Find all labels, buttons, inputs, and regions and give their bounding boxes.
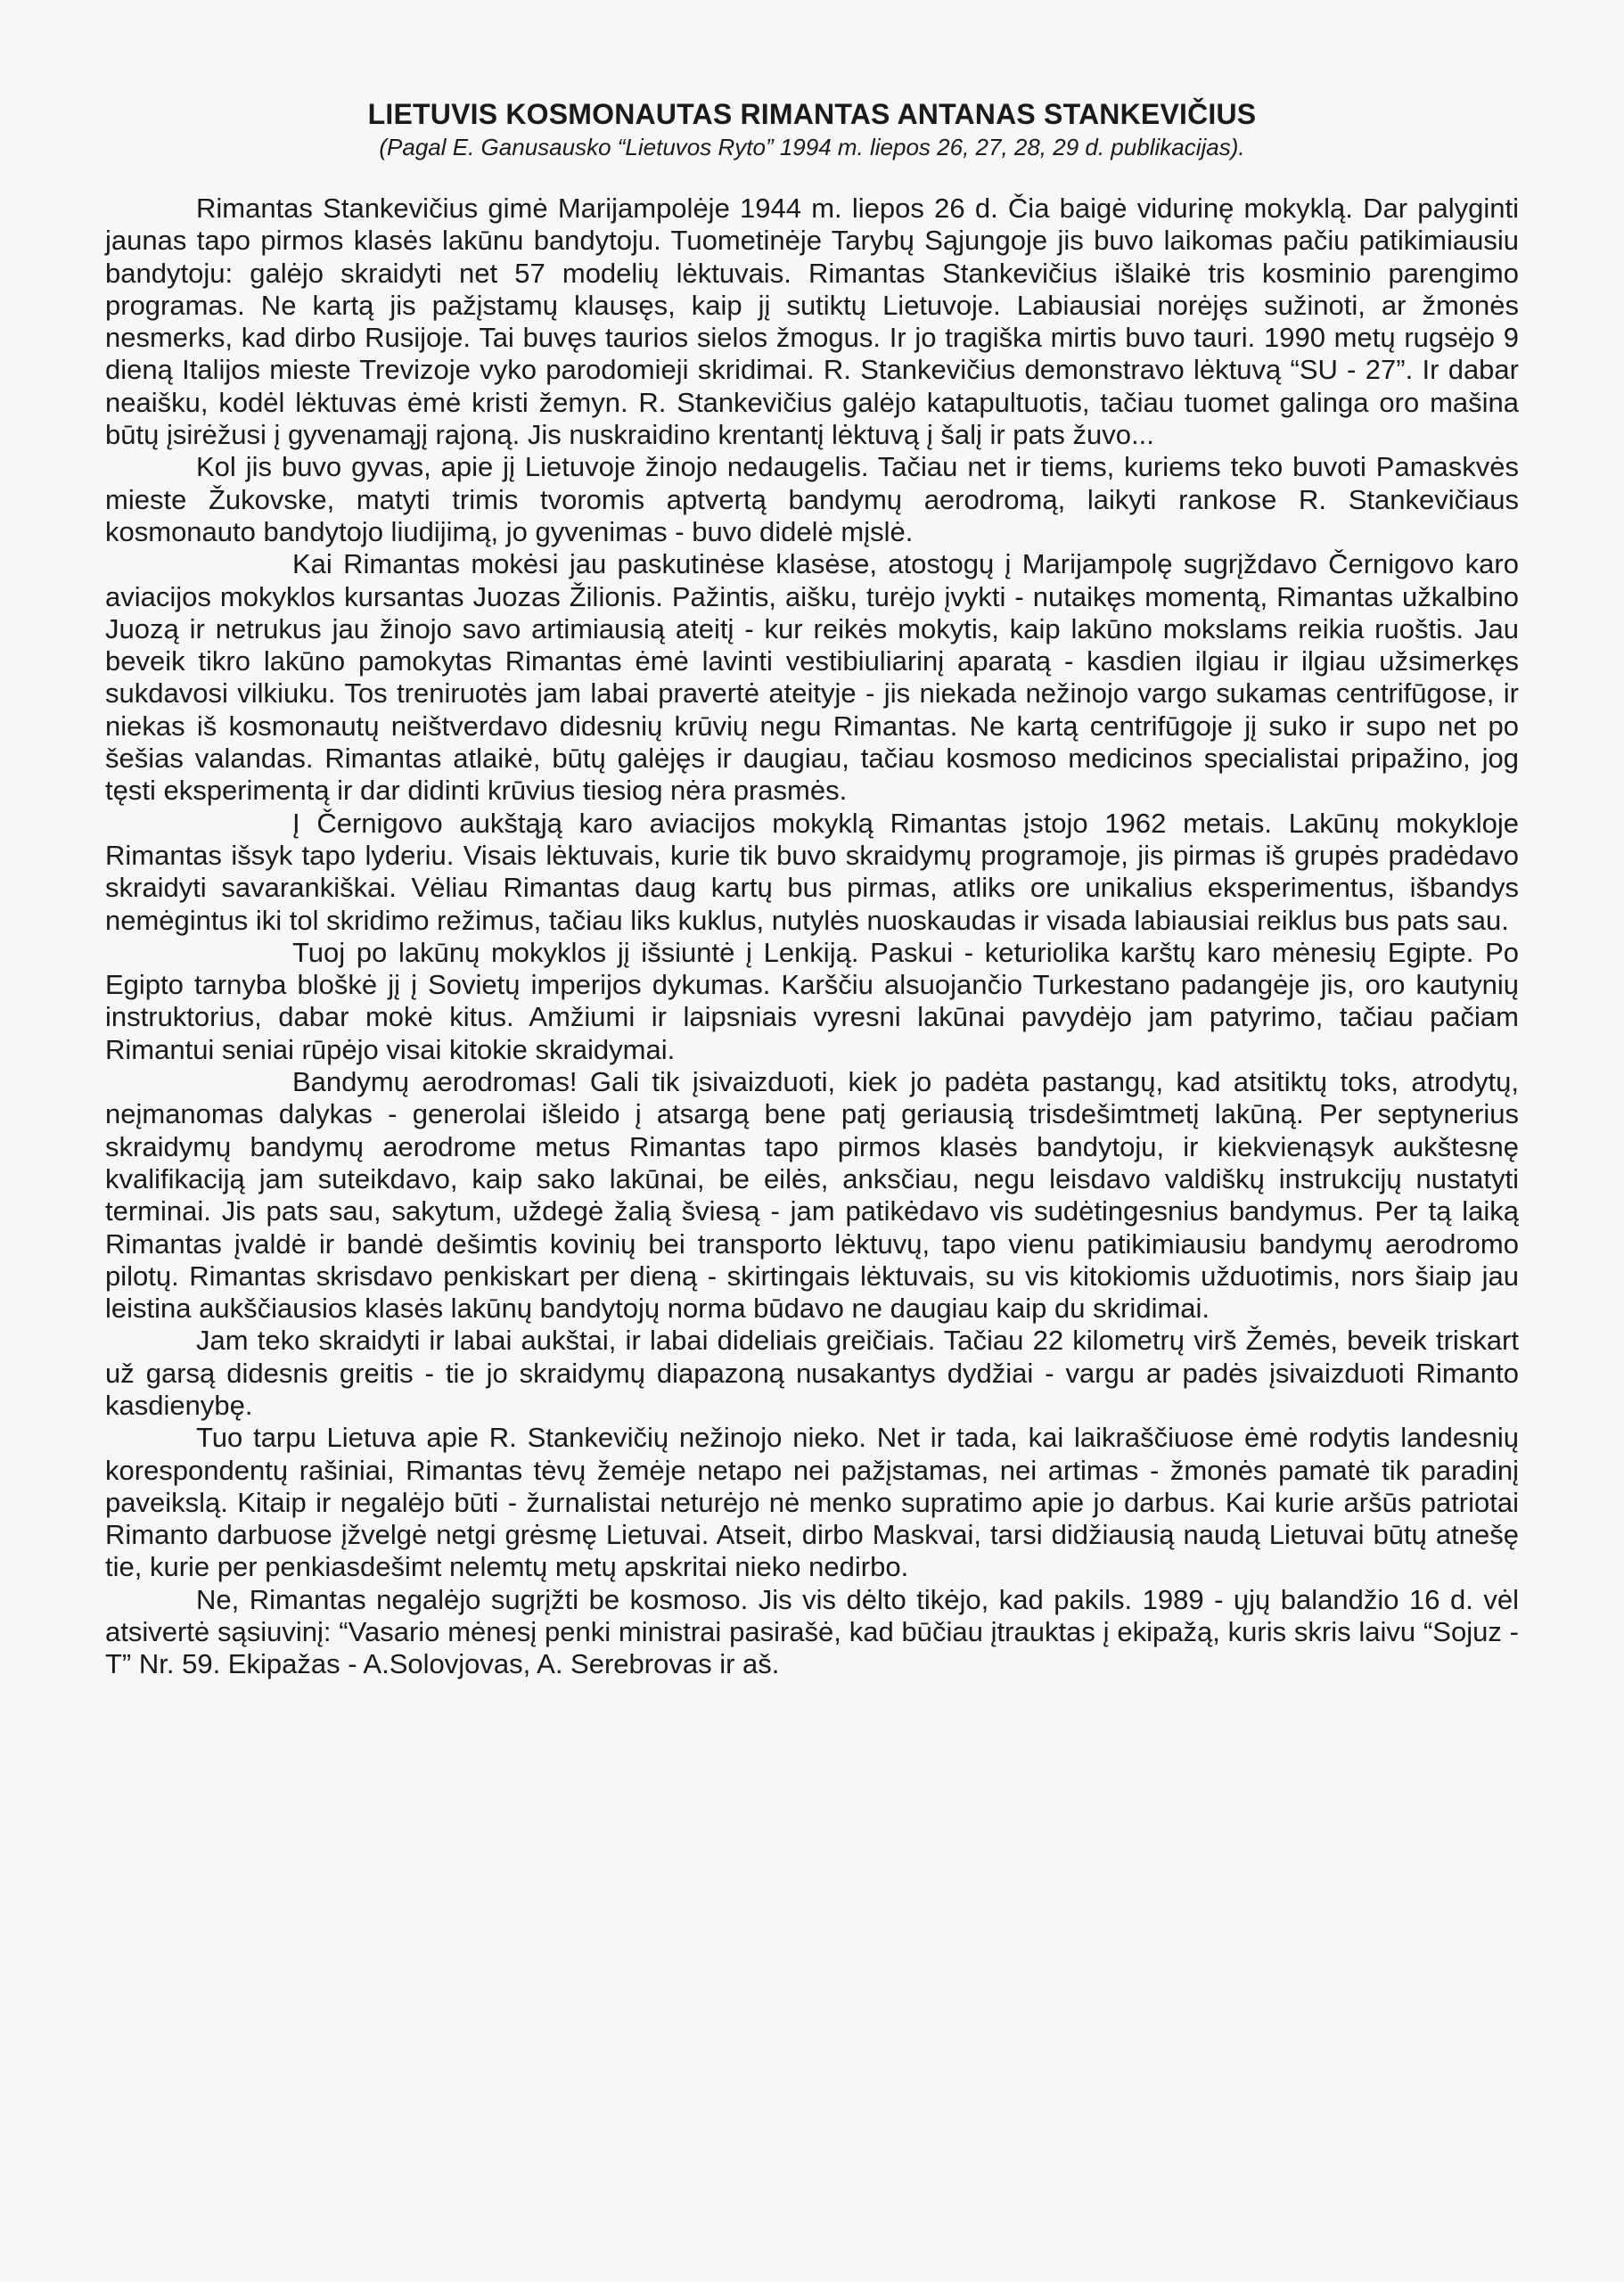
- paragraph: Tuoj po lakūnų mokyklos jį išsiuntė į Lenkiją. Paskui - keturiolika karštų karo mėnesių Egipte. Po Egipto tarnyba bloškė jį į Sovietų imperijos dykumas. Karščiu alsuojančio Turkestano padangėje jis, oro kautynių instruktorius, dabar mokė kitus. Amžiumi ir laipsniais vyresni lakūnai pavydėjo jam patyrimo, tačiau pačiam Rimantui seniai rūpėjo visai kitokie skraidymai.: [105, 936, 1519, 1065]
- paragraph: Bandymų aerodromas! Gali tik įsivaizduoti, kiek jo padėta pastangų, kad atsitiktų toks, atrodytų, neįmanomas dalykas - generolai išleido į atsargą bene patį geriausią trisdešimtmetį lakūną. Per septynerius skraidymų bandymų aerodrome metus Rimantas tapo pirmos klasės bandytoju, ir kiekvienąsyk aukštesnę kvalifikaciją jam suteikdavo, kaip sako lakūnai, be eilės, anksčiau, negu leisdavo valdiškų instrukcijų nustatyti terminai. Jis pats sau, sakytum, uždegė žalią šviesą - jam patikėdavo vis sudėtingesnius bandymus. Per tą laiką Rimantas įvaldė ir bandė dešimtis kovinių bei transporto lėktuvų, tapo vienu patikimiausiu bandymų aerodromo pilotų. Rimantas skrisdavo penkiskart per dieną - skirtingais lėktuvais, su vis kitokiomis užduotimis, nors šiaip jau leistina aukščiausios klasės lakūnų bandytojų norma būdavo ne daugiau kaip du skridimai.: [105, 1066, 1519, 1325]
- paragraph: Kol jis buvo gyvas, apie jį Lietuvoje žinojo nedaugelis. Tačiau net ir tiems, kuriems teko buvoti Pamaskvės mieste Žukovske, matyti trimis tvoromis aptvertą bandymų aerodromą, laikyti rankose R. Stankevičiaus kosmonauto bandytojo liudijimą, jo gyvenimas - buvo didelė mįslė.: [105, 451, 1519, 547]
- paragraph: Į Černigovo aukštąją karo aviacijos mokyklą Rimantas įstojo 1962 metais. Lakūnų mokykloje Rimantas išsyk tapo lyderiu. Visais lėktuvais, kurie tik buvo skraidymų programoje, jis pirmas iš grupės pradėdavo skraidyti savarankiškai. Vėliau Rimantas daug kartų bus pirmas, atliks ore unikalius eksperimentus, išbandys nemėgintus iki tol skridimo režimus, tačiau liks kuklus, nutylės nuoskaudas ir visada labiausiai reiklus bus pats sau.: [105, 807, 1519, 936]
- paragraph: Rimantas Stankevičius gimė Marijampolėje 1944 m. liepos 26 d. Čia baigė vidurinę mokyklą. Dar palyginti jaunas tapo pirmos klasės lakūnu bandytoju. Tuometinėje Tarybų Sąjungoje jis buvo laikomas pačiu patikimiausiu bandytoju: galėjo skraidyti net 57 modelių lėktuvais. Rimantas Stankevičius išlaikė tris kosminio parengimo programas. Ne kartą jis pažįstamų klausęs, kaip jį sutiktų Lietuvoje. Labiausiai norėjęs sužinoti, ar žmonės nesmerks, kad dirbo Rusijoje. Tai buvęs taurios sielos žmogus. Ir jo tragiška mirtis buvo tauri. 1990 metų rugsėjo 9 dieną Italijos mieste Trevizoje vyko parodomieji skridimai. R. Stankevičius demonstravo lėktuvą “SU - 27”. Ir dabar neaišku, kodėl lėktuvas ėmė kristi žemyn. R. Stankevičius galėjo katapultuotis, tačiau tuomet galinga oro mašina būtų įsirėžusi į gyvenamąjį rajoną. Jis nuskraidino krentantį lėktuvą į šalį ir pats žuvo...: [105, 193, 1519, 451]
- paragraph: Kai Rimantas mokėsi jau paskutinėse klasėse, atostogų į Marijampolę sugrįždavo Černigovo karo aviacijos mokyklos kursantas Juozas Žilionis. Pažintis, aišku, turėjo įvykti - nutaikęs momentą, Rimantas užkalbino Juozą ir netrukus jau žinojo savo artimiausią ateitį - kur reikės mokytis, kaip lakūno mokslams reikia ruoštis. Jau beveik tikro lakūno pamokytas Rimantas ėmė lavinti vestibiuliarinį aparatą - kasdien ilgiau ir ilgiau užsimerkęs sukdavosi vilkiuku. Tos treniruotės jam labai pravertė ateityje - jis niekada nežinojo vargo sukamas centrifūgose, ir niekas iš kosmonautų neištverdavo didesnių krūvių negu Rimantas. Ne kartą centrifūgoje jį suko ir supo net po šešias valandas. Rimantas atlaikė, būtų galėjęs ir daugiau, tačiau kosmoso medicinos specialistai pripažino, jog tęsti eksperimentą ir dar didinti krūvius tiesiog nėra prasmės.: [105, 548, 1519, 807]
- paragraph: Jam teko skraidyti ir labai aukštai, ir labai dideliais greičiais. Tačiau 22 kilometrų virš Žemės, beveik triskart už garsą didesnis greitis - tie jo skraidymų diapazoną nusakantys dydžiai - vargu ar padės įsivaizduoti Rimanto kasdienybę.: [105, 1325, 1519, 1421]
- paragraph: Ne, Rimantas negalėjo sugrįžti be kosmoso. Jis vis dėlto tikėjo, kad pakils. 1989 - ųjų balandžio 16 d. vėl atsivertė sąsiuvinį: “Vasario mėnesį penki ministrai pasirašė, kad būčiau įtrauktas į ekipažą, kuris skris laivu “Sojuz - T” Nr. 59. Ekipažas - A.Solovjovas, A. Serebrovas ir aš.: [105, 1583, 1519, 1680]
- document-body: [105, 193, 1519, 1681]
- paragraph: Tuo tarpu Lietuva apie R. Stankevičių nežinojo nieko. Net ir tada, kai laikraščiuose ėmė rodytis landesnių korespondentų rašiniai, Rimantas tėvų žemėje netapo nei pažįstamas, nei artimas - žmonės pamatė tik paradinį paveikslą. Kitaip ir negalėjo būti - žurnalistai neturėjo nė menko supratimo apie jo darbus. Kai kurie aršūs patriotai Rimanto darbuose įžvelgė netgi grėsmę Lietuvai. Atseit, dirbo Maskvai, tarsi didžiausią naudą Lietuvai būtų atnešę tie, kurie per penkiasdešimt nelemtų metų apskritai nieko nedirbo.: [105, 1422, 1519, 1583]
- document-subtitle: (Pagal E. Ganusausko “Lietuvos Ryto” 1994 m. liepos 26, 27, 28, 29 d. publikacijas).: [379, 134, 1245, 160]
- document-title: LIETUVIS KOSMONAUTAS RIMANTAS ANTANAS STANKEVIČIUS: [367, 98, 1257, 130]
